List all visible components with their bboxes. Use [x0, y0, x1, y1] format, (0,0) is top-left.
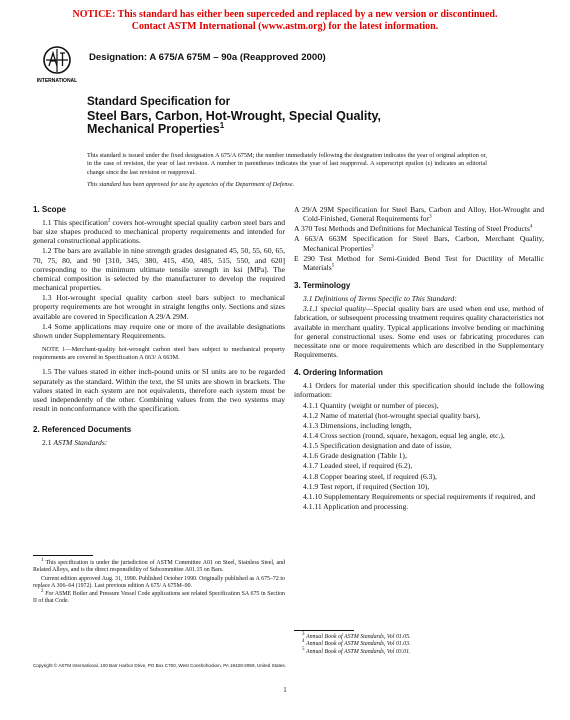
- ref-item: [294, 205, 544, 223]
- footnote-right-item: [294, 646, 544, 656]
- ref-text: A 370 Test Methods and Definitions for Mechanical Testing of Steel Products: [294, 224, 530, 234]
- footnote-1-mark: 1: [41, 558, 44, 564]
- para-3-1-text: 3.1 Definitions of Terms Specific to This Standard:: [303, 294, 457, 304]
- note-1: NOTE 1—Merchant-quality hot-wrought carbon steel bars subject to mechanical property requirements are covered in Specification A 663/ A 663M.: [33, 346, 285, 361]
- para-3-1-1-lead: 3.1.1 special quality: [303, 304, 366, 314]
- para-3-1-1: [294, 304, 544, 359]
- footnote-rule: [294, 630, 354, 631]
- ref-fn: 3: [371, 244, 374, 250]
- right-column: [294, 205, 544, 512]
- para-3-1-1-rest: —Special quality bars are used when end use, method of fabrication, or subsequent processing treatment requires quality characteristics not available in merchant quality. Typical applications involve bending or machining for general constructional uses. Some end uses or fabricating procedures can necessitate one or more requirements which are described in the Supplementary Requirements.: [294, 304, 544, 360]
- astm-logo-icon: [34, 44, 80, 84]
- footnote-2-mark: 2: [41, 589, 44, 595]
- scope-heading: 1. Scope: [33, 205, 66, 214]
- refdocs-heading: 2. Referenced Documents: [33, 425, 132, 435]
- para-3-1: [294, 294, 544, 303]
- para-4-1: 4.1 Orders for material under this specification should include the following information:: [294, 381, 544, 400]
- title-line-3-wrap: [87, 120, 387, 137]
- footnote-right-list: [294, 634, 544, 656]
- ref-item: [294, 254, 544, 272]
- footnotes-left: [33, 555, 285, 607]
- ordering-list-item: 4.1.9 Test report, if required (Section 10),: [303, 481, 430, 491]
- ordering-list-item: 4.1.2 Name of material (hot-wrought special quality bars),: [303, 410, 481, 420]
- footnote-rule: [33, 555, 93, 556]
- para-2-1-italic: ASTM Standards:: [53, 438, 108, 448]
- logo-text: INTERNATIONAL: [36, 78, 78, 84]
- para-1-1-lead: 1.1 This specification: [42, 218, 108, 227]
- para-1-4: 1.4 Some applications may require one or more of the available designations shown under Supplementary Requirements.: [33, 321, 285, 340]
- footnote-1b: Current edition approved Aug. 31, 1990. Published October 1990. Originally published as A 675–72 to replace A 306–64 (1972). Last previous edition A 675/ A 675M–90.: [33, 575, 285, 589]
- document-title: [87, 96, 387, 137]
- footnote-2-text: For ASME Boiler and Pressure Vessel Code applications see related Specification SA 675 in Section II of that Code.: [33, 591, 285, 605]
- approved-text: This standard has been approved for use by agencies of the Department of Defense.: [87, 181, 295, 188]
- ref-fn: 5: [331, 263, 335, 269]
- footnote-right-text: Annual Book of ASTM Standards, Vol 03.01.: [305, 648, 411, 655]
- para-1-1-rest: covers hot-wrought special quality carbon steel bars and bar size shapes produced to mechanical property requirements and intended for general constructional applications.: [33, 218, 285, 246]
- para-1-3: 1.3 Hot-wrought special quality carbon steel bars subject to mechanical property requirements are hot wrought in straight lengths only. Sections and sizes available are covered in Specification A 29/A 29M.: [33, 293, 285, 321]
- ref-fn: 3: [429, 214, 432, 220]
- ordering-list-item: 4.1.10 Supplementary Requirements or special requirements if required, and: [303, 491, 536, 501]
- ref-item: [294, 224, 544, 233]
- ordering-heading: 4. Ordering Information: [294, 368, 383, 378]
- ordering-list: [294, 401, 544, 512]
- footnote-right-item: [294, 641, 544, 648]
- title-footnote-mark: 1: [219, 120, 225, 130]
- para-1-2: 1.2 The bars are available in nine strength grades designated 45, 50, 55, 60, 65, 70, 75, 80, and 90 [310, 345, 380, 415, 450, 485, 515, 550, and 620] corresponding to the minimum ultimate tensile strength in ksi [MPa]. The chemical composition is selected by the manufacturer to develop the required mechanical properties.: [33, 246, 285, 293]
- para-2-1: [33, 438, 285, 447]
- reference-list: [294, 205, 544, 272]
- footnote-right-mark: 5: [302, 646, 305, 652]
- para-2-1-lead: 2.1: [42, 438, 54, 448]
- para-1-5: 1.5 The values stated in either inch-pound units or SI units are to be regarded separately as the standard. Within the text, the SI units are shown in brackets. The values stated in each system are not equivalents, therefore each system must be used independently of the other. Combining values from the two systems may result in nonconformance with the specification.: [33, 367, 285, 414]
- ref-fn: 4: [529, 224, 533, 230]
- ordering-list-item: 4.1.1 Quantity (weight or number of pieces),: [303, 400, 439, 410]
- footnote-right-mark: 4: [302, 639, 305, 645]
- title-line-2: Steel Bars, Carbon, Hot-Wrought, Special Quality,: [87, 108, 382, 123]
- footnote-right-text: Annual Book of ASTM Standards, Vol 01.05.: [305, 634, 411, 640]
- footnote-right-text: Annual Book of ASTM Standards, Vol 01.03.: [305, 641, 411, 648]
- title-line-3: Mechanical Properties: [87, 122, 220, 136]
- ordering-list-item: 4.1.5 Specification designation and date of issue,: [303, 441, 452, 451]
- ref-text: A 29/A 29M Specification for Steel Bars, Carbon and Alloy, Hot-Wrought and Cold-Finished, General Requirements for: [294, 205, 544, 224]
- footnote-right-mark: 3: [302, 632, 305, 638]
- notice-banner: [0, 9, 570, 33]
- ref-text: A 663/A 663M Specification for Steel Bars, Carbon, Merchant Quality, Mechanical Properties: [294, 234, 544, 253]
- footnote-2: [33, 591, 285, 606]
- notice-line-2: Contact ASTM International (www.astm.org) for the latest information.: [131, 21, 439, 32]
- terminology-heading: 3. Terminology: [294, 281, 351, 291]
- para-1-1: [33, 218, 285, 245]
- ordering-list-item: 4.1.8 Copper bearing steel, if required (6.3),: [303, 471, 437, 481]
- title-line-1: Standard Specification for: [87, 96, 231, 108]
- designation: Designation: A 675/A 675M – 90a (Reapproved 2000): [89, 52, 326, 63]
- ordering-list-item: 4.1.4 Cross section (round, square, hexagon, equal leg angle, etc.),: [303, 430, 505, 440]
- ordering-list-item: 4.1.11 Application and processing.: [303, 502, 409, 512]
- ordering-list-item: 4.1.6 Grade designation (Table 1),: [303, 451, 407, 461]
- left-column: [33, 205, 285, 448]
- ordering-list-item: 4.1.3 Dimensions, including length,: [303, 420, 412, 430]
- footnote-1-text: This specification is under the jurisdiction of ASTM Committee A01 on Steel, Stainless Steel, and Related Alloys, and is the direct responsibility of Subcommittee A01.15 on Bars.: [33, 560, 285, 574]
- footnotes-right: [294, 630, 544, 656]
- copyright: Copyright © ASTM International, 100 Barr Harbor Drive, PO Box C700, West Conshohocken, PA 19428-2959, United States.: [33, 663, 286, 668]
- issued-text: This standard is issued under the fixed designation A 675/A 675M; the number immediately following the designation indicates the year of original adoption or, in the case of revision, the year of last revision. A number in parentheses indicates the year of last reapproval. A superscript epsilon (ε) indicates an editorial change since the last revision or reapproval.: [87, 152, 487, 176]
- ref-text: E 290 Test Method for Semi-Guided Bend Test for Ductility of Metallic Materials: [294, 253, 544, 272]
- page-number: 1: [283, 686, 287, 694]
- astm-logo: [34, 44, 80, 84]
- ref-item: [294, 234, 544, 252]
- notice-line-1: NOTICE: This standard has either been superceded and replaced by a new version or discontinued.: [72, 9, 498, 20]
- para-1-1-fn: 2: [107, 218, 111, 224]
- footnote-1: [33, 560, 285, 575]
- ordering-list-item: 4.1.7 Leaded steel, if required (6.2),: [303, 461, 413, 471]
